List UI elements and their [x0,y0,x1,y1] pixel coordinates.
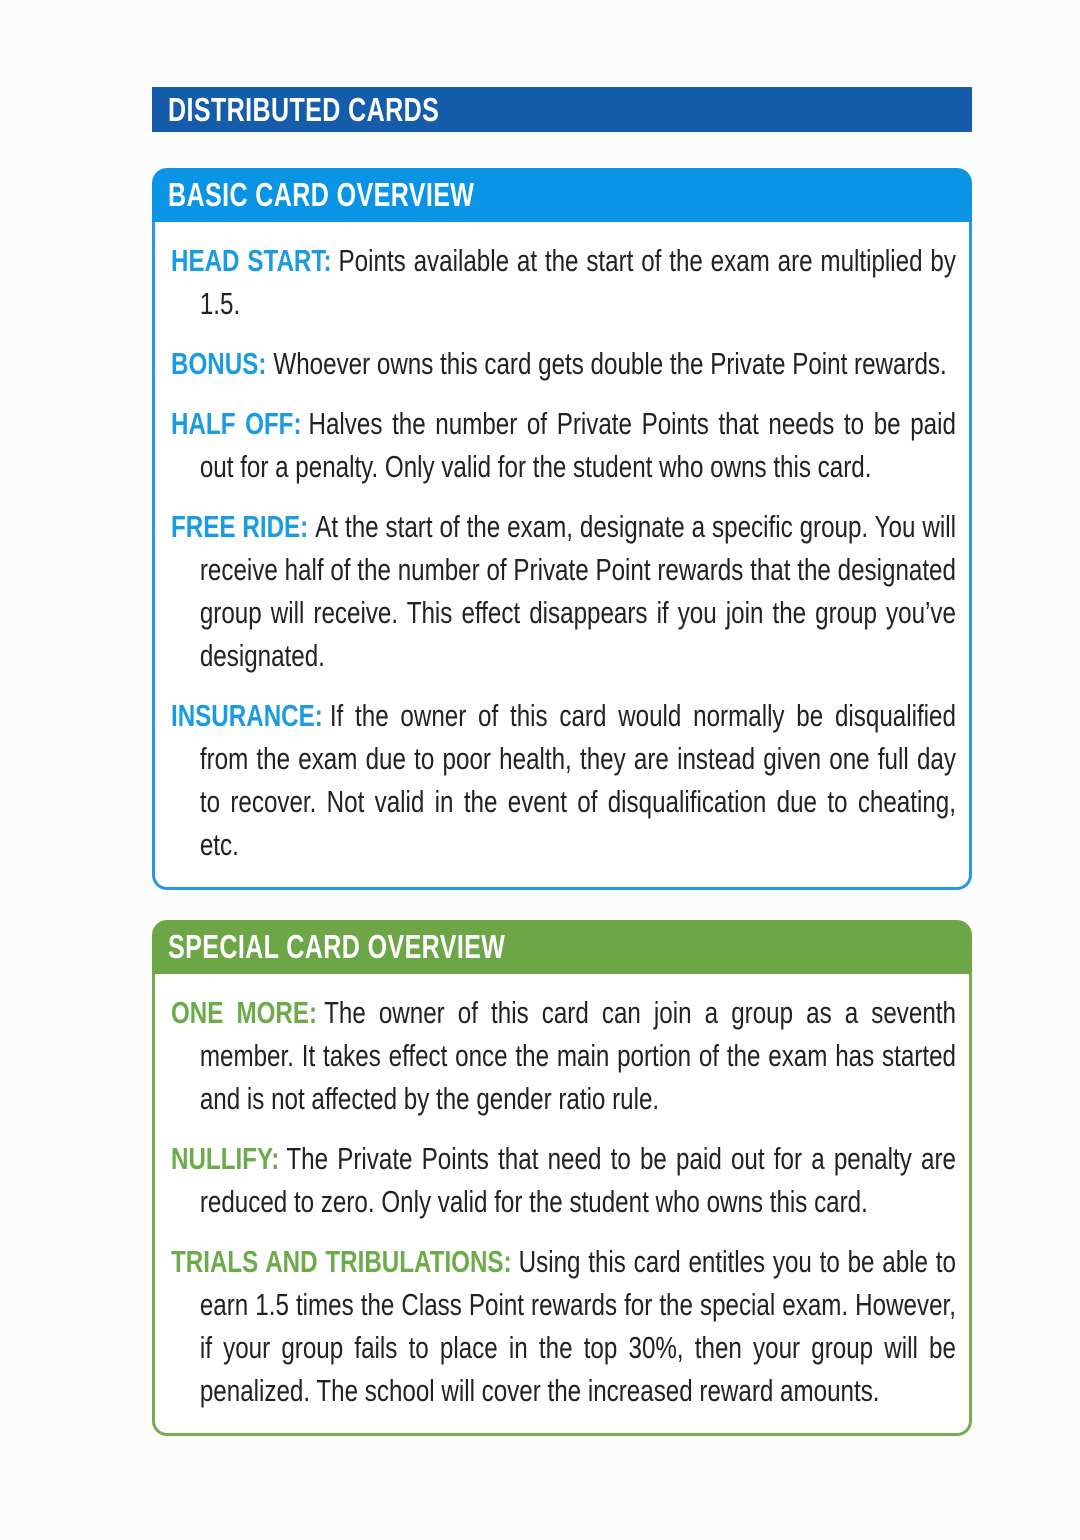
special-card-overview-title: SPECIAL CARD OVERVIEW [168,928,506,965]
card-entry-label: TRIALS AND TRIBULATIONS: [171,1244,512,1279]
card-entry-text: Whoever owns this card gets double the Private Point rewards. [273,346,947,381]
card-entry-nullify [171,1137,956,1223]
card-entry-label: NULLIFY: [171,1141,280,1176]
card-entry-text: Halves the number of Private Points that needs to be paid out for a penalty. Only valid for the student who owns this card. [199,406,956,484]
card-entry-head-start [171,239,956,325]
basic-card-overview-title: BASIC CARD OVERVIEW [168,176,475,213]
card-entry-half-off [171,402,956,488]
card-entry-text: At the start of the exam, designate a specific group. You will receive half of the number of Private Point rewards that the designated group will receive. This effect disappears if you join the group you’ve designated. [199,509,956,673]
special-card-overview-text-block [171,991,956,1412]
special-card-overview-header [152,920,972,974]
basic-card-overview-body [152,222,972,890]
basic-card-overview-text-block [171,239,956,866]
card-entry-one-more [171,991,956,1120]
card-entry-text: The Private Points that need to be paid out for a penalty are reduced to zero. Only valid for the student who owns this card. [199,1141,956,1219]
special-card-overview-card [152,920,972,1436]
distributed-cards-header-bar [152,87,972,132]
card-entry-label: HALF OFF: [171,406,302,441]
card-entry-label: FREE RIDE: [171,509,309,544]
card-entry-text: Points available at the start of the exam are multiplied by 1.5. [199,243,956,321]
card-entry-text: If the owner of this card would normally be disqualified from the exam due to poor health, they are instead given one full day to recover. Not valid in the event of disqualification due to cheating, etc. [199,698,956,862]
card-entry-label: HEAD START: [171,243,332,278]
page-title: DISTRIBUTED CARDS [168,90,440,128]
card-entry-insurance [171,694,956,866]
card-entry-trials-and-tribulations [171,1240,956,1412]
basic-card-overview-card [152,168,972,890]
card-entry-text: Using this card entitles you to be able to earn 1.5 times the Class Point rewards for the special exam. However, if your group fails to place in the top 30%, then your group will be penalized. The school will cover the increased reward amounts. [199,1244,956,1408]
card-entry-free-ride [171,505,956,677]
card-entry-label: BONUS: [171,346,267,381]
special-card-overview-body [152,974,972,1436]
card-entry-label: INSURANCE: [171,698,323,733]
card-entry-text: The owner of this card can join a group as a seventh member. It takes effect once the main portion of the exam has started and is not affected by the gender ratio rule. [199,995,956,1116]
card-entry-label: ONE MORE: [171,995,318,1030]
basic-card-overview-header [152,168,972,222]
card-entry-bonus [171,342,956,385]
